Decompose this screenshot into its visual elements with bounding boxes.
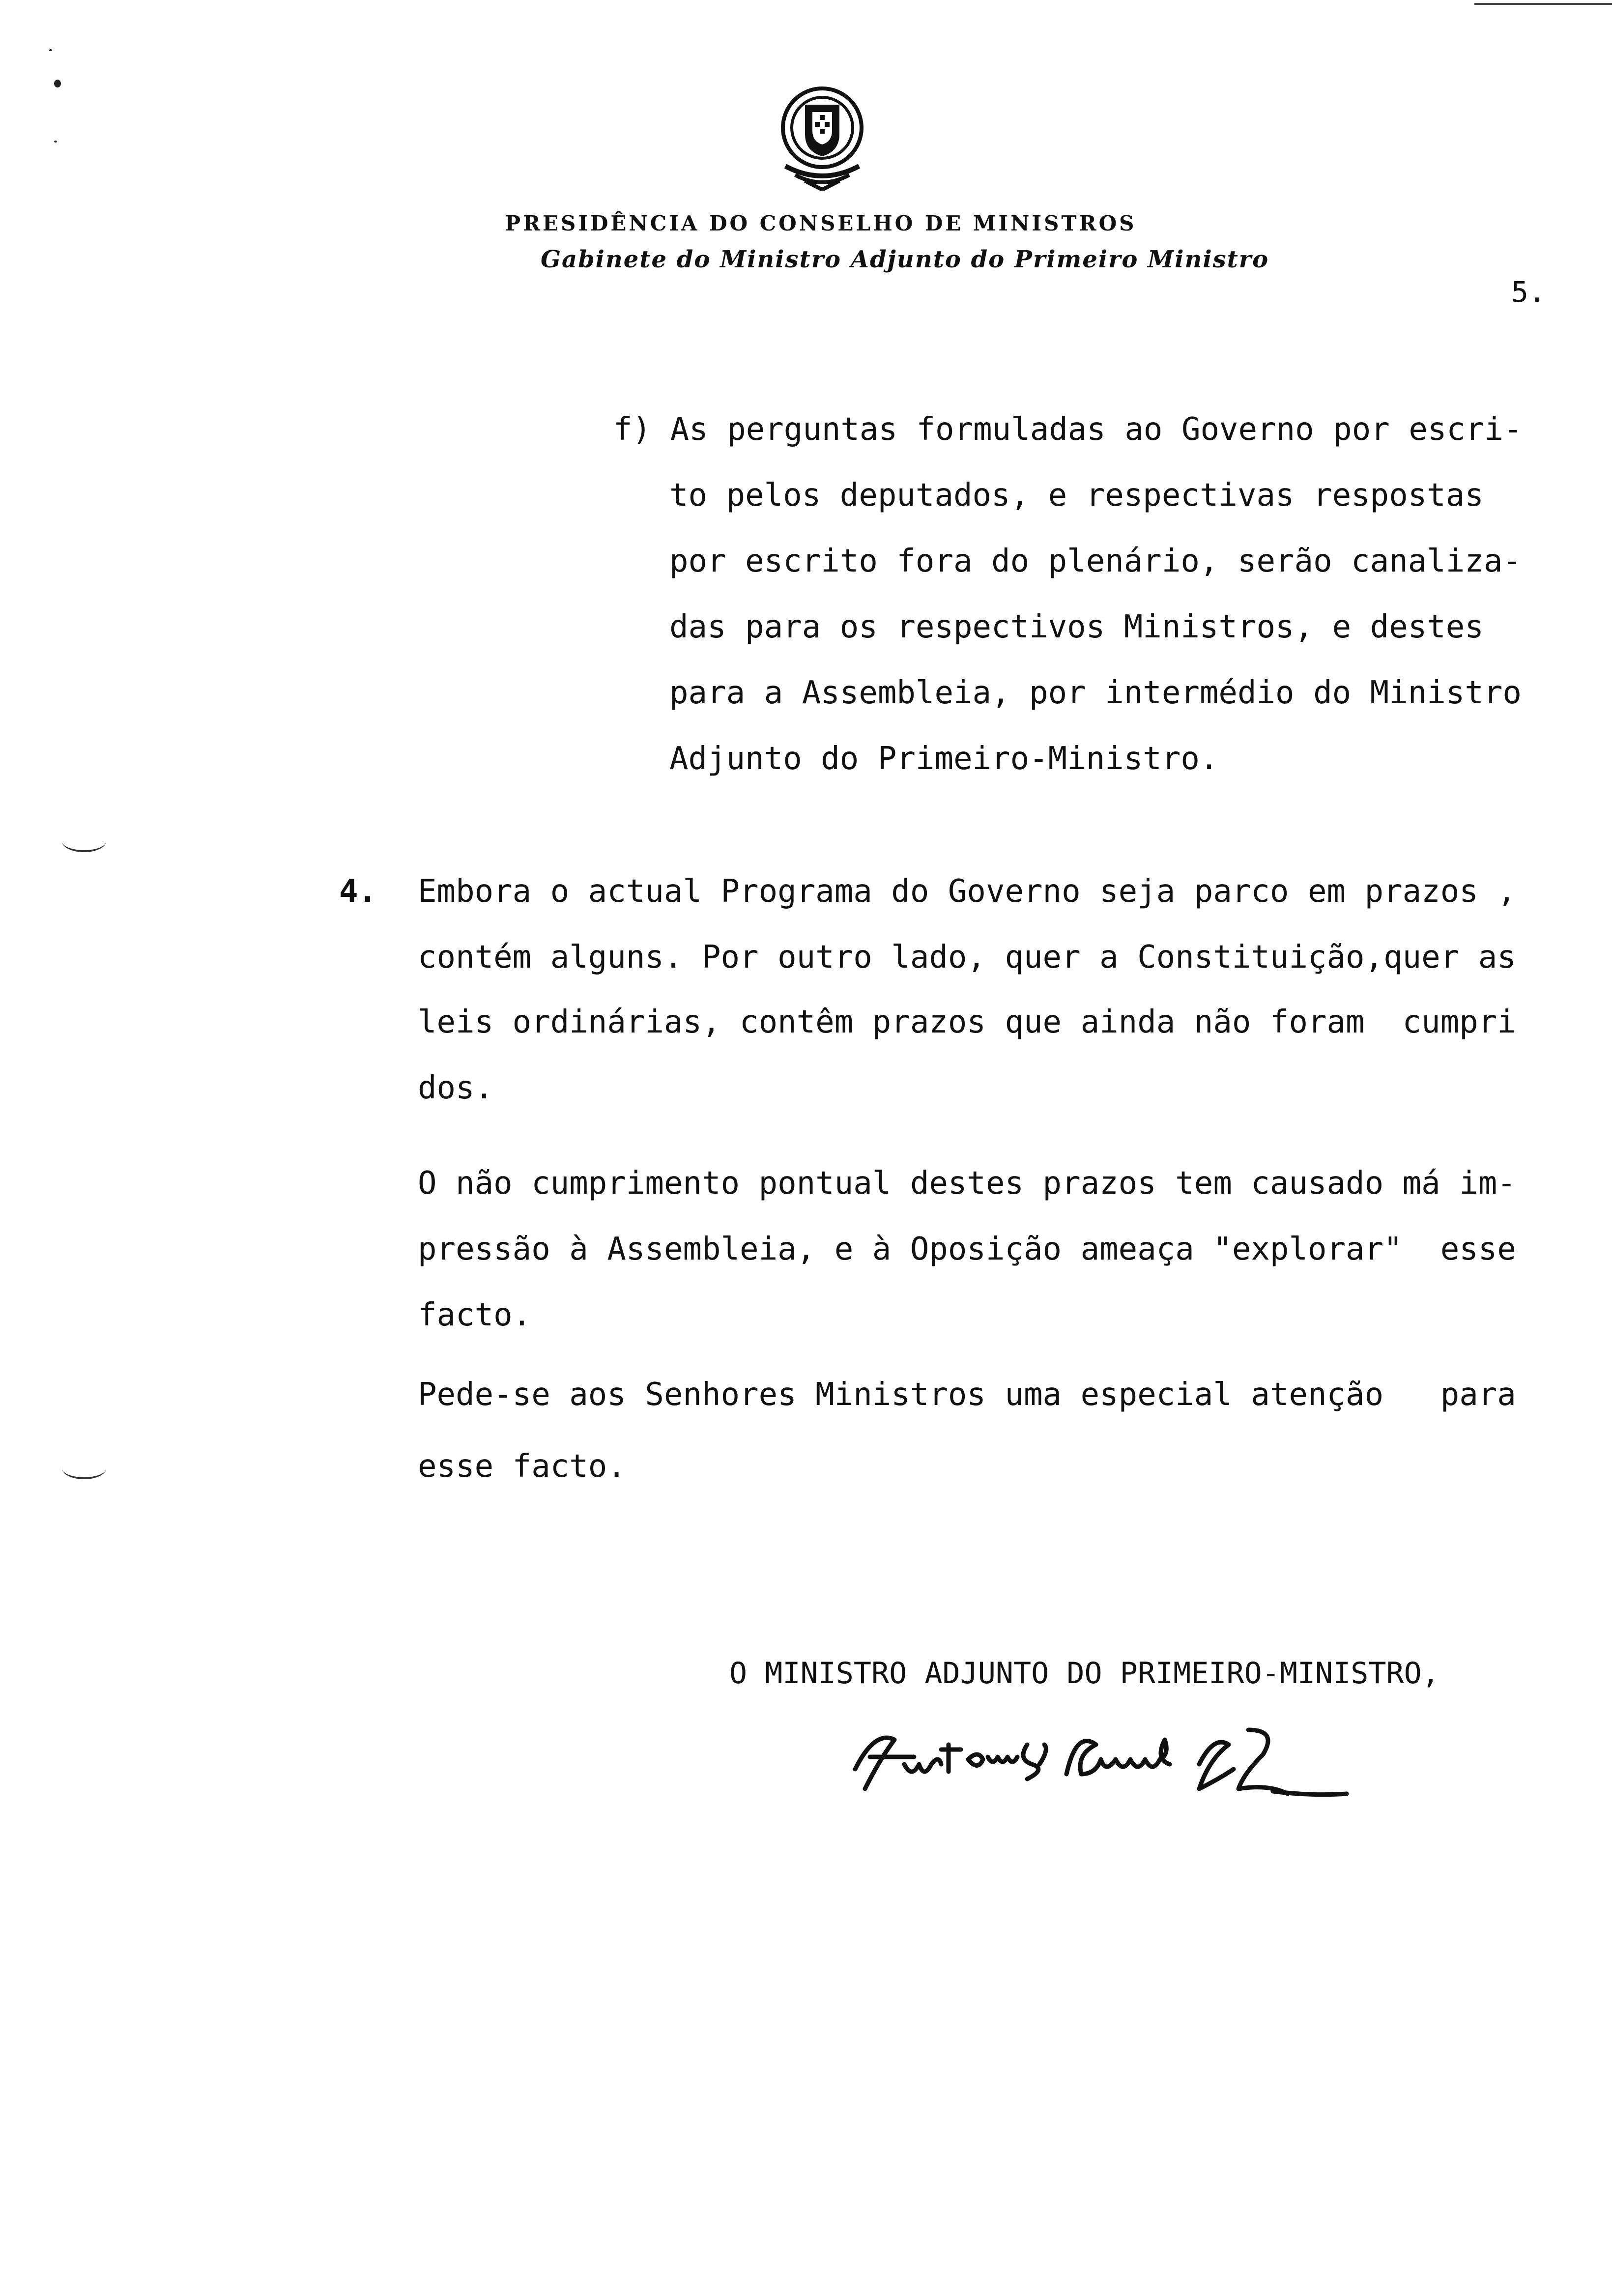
item-f-line: para a Assembleia, por intermédio do Ministro <box>669 675 1522 711</box>
margin-punch-mark <box>62 831 106 852</box>
margin-punch-mark <box>62 1458 106 1479</box>
handwritten-signature <box>845 1710 1376 1828</box>
scan-edge-rule <box>1474 3 1612 5</box>
item-f-line: f) As perguntas formuladas ao Governo por escri- <box>613 411 1523 448</box>
item-4-line: facto. <box>418 1297 532 1333</box>
item-4-line: esse facto. <box>418 1448 626 1485</box>
item-f-line: por escrito fora do plenário, serão canaliza- <box>669 543 1522 579</box>
item-f-line: das para os respectivos Ministros, e destes <box>669 609 1484 645</box>
page-number: 5. <box>1511 275 1546 309</box>
item-4-line: Pede-se aos Senhores Ministros uma especial atenção para <box>418 1377 1516 1413</box>
closing-title: O MINISTRO ADJUNTO DO PRIMEIRO-MINISTRO, <box>729 1656 1439 1691</box>
header-organization: PRESIDÊNCIA DO CONSELHO DE MINISTROS <box>505 211 1137 235</box>
item-4-line: contém alguns. Por outro lado, quer a Constituição,quer as <box>418 939 1516 976</box>
item-4-line: pressão à Assembleia, e à Oposição ameaça "explorar" esse <box>418 1231 1516 1267</box>
item-4-line: leis ordinárias, contêm prazos que ainda não foram cumpri <box>418 1004 1516 1040</box>
item-f-line: to pelos deputados, e respectivas respostas <box>669 477 1484 514</box>
item-4-line: Embora o actual Programa do Governo seja parco em prazos , <box>418 873 1516 910</box>
margin-mark <box>49 49 52 51</box>
portuguese-coat-of-arms-icon <box>776 83 869 191</box>
item-f-line: Adjunto do Primeiro-Ministro. <box>669 741 1219 777</box>
item-4-line: O não cumprimento pontual destes prazos tem causado má im- <box>418 1165 1516 1202</box>
margin-mark <box>54 80 61 87</box>
item-4-line: dos. <box>418 1070 494 1106</box>
header-office: Gabinete do Ministro Adjunto do Primeiro Ministro <box>541 246 1269 273</box>
margin-mark <box>54 141 57 143</box>
item-4-number: 4. <box>339 873 377 910</box>
